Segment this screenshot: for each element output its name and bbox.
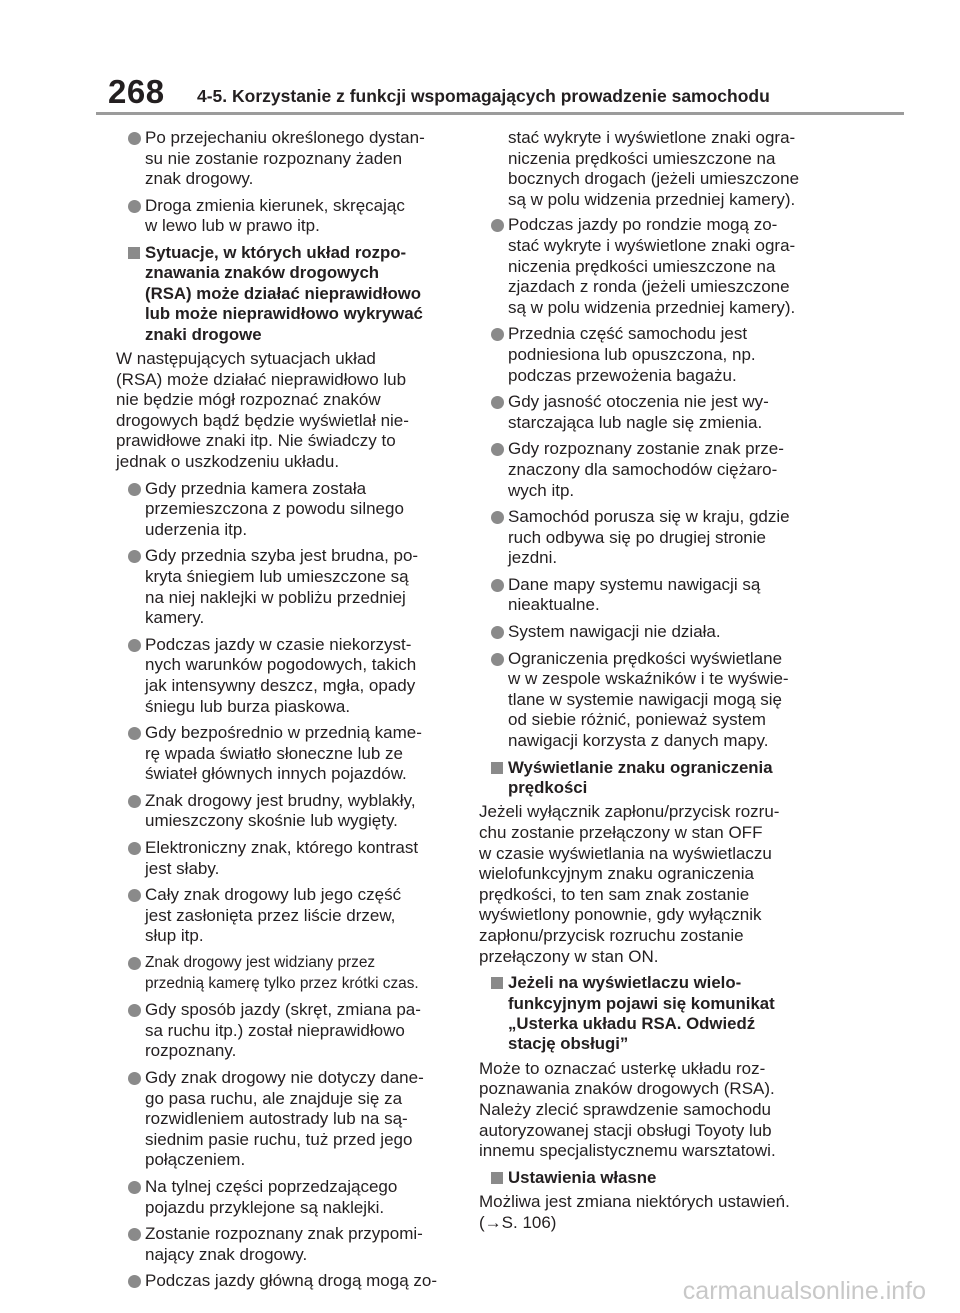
list-item: [116, 128, 461, 190]
bullet-dot-icon: [128, 727, 141, 740]
heading-text: Wyświetlanie znaku ograniczenia prędkości: [508, 757, 773, 798]
list-item: [479, 622, 824, 643]
heading-text: Sytuacje, w których układ rozpo- znawania znaków drogowych (RSA) może działać nieprawidłowo lub może nieprawidłowo wykrywać znaki drogowe: [145, 242, 423, 344]
watermark: carmanualsonline.info: [682, 1277, 926, 1305]
page-header: [0, 0, 960, 130]
bullet-dot-icon: [128, 889, 141, 902]
bullet-dot-icon: [128, 639, 141, 652]
bullet-dot-icon: [128, 1275, 141, 1288]
list-item: [116, 723, 461, 785]
bullet-dot-icon: [491, 626, 504, 639]
item-text: Gdy bezpośrednio w przednią kame- rę wpada światło słoneczne lub ze świateł głównych innych pojazdów.: [145, 723, 422, 784]
item-text: Przednia część samochodu jest podniesiona lub opuszczona, np. podczas przewożenia bagażu.: [508, 324, 756, 385]
item-text: Gdy przednia kamera została przemieszczona z powodu silnego uderzenia itp.: [145, 478, 404, 539]
bullet-square-icon: [491, 762, 503, 774]
bullet-dot-icon: [128, 132, 141, 145]
bullet-square-icon: [128, 247, 140, 259]
bullet-dot-icon: [128, 795, 141, 808]
item-text: Podczas jazdy po rondzie mogą zo- stać wykryte i wyświetlone znaki ogra- niczenia prędkości umieszczone na zjazdach z ronda (jeżeli umieszczone są w polu widzenia przedniej kamery).: [508, 215, 796, 317]
list-item: [479, 392, 824, 433]
heading-text: Jeżeli na wyświetlaczu wielo- funkcyjnym pojawi się komunikat „Usterka układu RSA. Odwiedź stację obsługi”: [508, 973, 775, 1054]
list-item: [116, 1271, 461, 1292]
list-item: [479, 215, 824, 318]
paragraph: Jeżeli wyłącznik zapłonu/przycisk rozru- chu zostanie przełączony w stan OFF w czasie wyświetlania na wyświetlaczu wielofunkcyjnym znaku ograniczenia prędkości, to ten sam znak zostanie wyświetlony ponownie, gdy wyłącznik zapłonu/przycisk rozruchu zostanie przełączony w stan ON.: [479, 802, 780, 966]
left-column: [116, 128, 461, 1298]
list-item: [479, 439, 824, 501]
item-text: Gdy znak drogowy nie dotyczy dane- go pasa ruchu, ale znajduje się za rozwidleniem autostrady lub na są- siednim pasie ruchu, tuż przed jego połączeniem.: [145, 1068, 424, 1170]
list-item: [116, 635, 461, 717]
item-text: Podczas jazdy w czasie niekorzyst- nych warunków pogodowych, takich jak intensywny deszcz, mgła, opady śniegu lub burza piaskowa.: [145, 634, 417, 716]
item-text: Ograniczenia prędkości wyświetlane w w zespole wskaźników i te wyświe- tlane w systemie nawigacji mogą się od siebie różnić, ponieważ system nawigacji korzysta z danych mapy.: [508, 648, 789, 751]
subsection-heading: [116, 243, 461, 345]
list-item: [116, 885, 461, 947]
list-item: [116, 479, 461, 541]
item-text: Gdy jasność otoczenia nie jest wy- starczająca lub nagle się zmienia.: [508, 392, 769, 432]
paragraph: W następujących sytuacjach układ (RSA) może działać nieprawidłowo lub nie będzie mógł rozpoznać znaków drogowych bądź będzie wyświetlał nie- prawidłowe znaki itp. Nie świadczy to jednak o uszkodzeniu układu.: [116, 349, 409, 471]
paragraph: Możliwa jest zmiana niektórych ustawień. (→S. 106): [479, 1192, 790, 1232]
item-text: Gdy przednia szyba jest brudna, po- kryta śniegiem lub umieszczone są na niej naklejki w pobliżu przedniej kamery.: [145, 546, 419, 628]
item-text: Gdy rozpoznany zostanie znak prze- znaczony dla samochodów ciężaro- wych itp.: [508, 439, 784, 500]
item-text: Podczas jazdy główną drogą mogą zo-: [145, 1271, 437, 1291]
list-item: [116, 546, 461, 628]
item-text: stać wykryte i wyświetlone znaki ogra- niczenia prędkości umieszczone na bocznych drogach (jeżeli umieszczone są w polu widzenia przedniej kamery).: [508, 128, 800, 209]
item-text: Znak drogowy jest widziany przez przednią kamerę tylko przez krótki czas.: [145, 954, 419, 992]
list-item: [116, 196, 461, 237]
bullet-dot-icon: [128, 957, 141, 970]
bullet-dot-icon: [128, 1228, 141, 1241]
item-text: Zostanie rozpoznany znak przypomi- nający znak drogowy.: [145, 1224, 423, 1264]
bullet-dot-icon: [128, 1072, 141, 1085]
list-item: [116, 1224, 461, 1265]
list-item: [116, 1177, 461, 1218]
list-item: [116, 1068, 461, 1171]
item-text: Po przejechaniu określonego dystan- su nie zostanie rozpoznany żaden znak drogowy.: [145, 128, 425, 189]
paragraph: Może to oznaczać usterkę układu roz- poznawania znaków drogowych (RSA). Należy zlecić sprawdzenie samochodu autoryzowanej stacji obsługi Toyoty lub innemu specjalistycznemu warsztatowi.: [479, 1058, 776, 1161]
bullet-dot-icon: [491, 328, 504, 341]
bullet-dot-icon: [128, 483, 141, 496]
bullet-dot-icon: [128, 1181, 141, 1194]
item-text: Cały znak drogowy lub jego część jest zasłonięta przez liście drzew, słup itp.: [145, 885, 402, 946]
bullet-dot-icon: [491, 443, 504, 456]
list-item: [479, 575, 824, 616]
bullet-dot-icon: [128, 550, 141, 563]
item-text: System nawigacji nie działa.: [508, 622, 721, 642]
item-text: Samochód porusza się w kraju, gdzie ruch odbywa się po drugiej stronie jezdni.: [508, 507, 790, 568]
list-item: [116, 1000, 461, 1062]
bullet-dot-icon: [491, 653, 504, 666]
bullet-square-icon: [491, 1172, 503, 1184]
list-item: [116, 953, 461, 994]
item-text: Na tylnej części poprzedzającego pojazdu przyklejone są naklejki.: [145, 1176, 398, 1217]
page-number: 268: [108, 73, 165, 110]
heading-text: Ustawienia własne: [508, 1167, 657, 1187]
item-text: Znak drogowy jest brudny, wyblakły, umieszczony skośnie lub wygięty.: [145, 790, 416, 831]
bullet-dot-icon: [128, 842, 141, 855]
list-item: [479, 649, 824, 752]
bullet-dot-icon: [128, 200, 141, 213]
bullet-dot-icon: [491, 579, 504, 592]
right-column: [479, 128, 824, 1239]
bullet-dot-icon: [491, 219, 504, 232]
subsection-heading: [479, 1168, 824, 1188]
subsection-heading: [479, 758, 824, 799]
subsection-heading: [479, 973, 824, 1055]
bullet-square-icon: [491, 977, 503, 989]
list-item: [116, 791, 461, 832]
bullet-dot-icon: [128, 1004, 141, 1017]
section-title: 4-5. Korzystanie z funkcji wspomagających prowadzenie samochodu: [197, 86, 770, 106]
list-item: [116, 838, 461, 879]
item-text: Dane mapy systemu nawigacji są nieaktualne.: [508, 574, 761, 615]
bullet-dot-icon: [491, 511, 504, 524]
list-item-continuation: [479, 128, 824, 210]
item-text: Elektroniczny znak, którego kontrast jest słaby.: [145, 838, 419, 878]
item-text: Gdy sposób jazdy (skręt, zmiana pa- sa ruchu itp.) został nieprawidłowo rozpoznany.: [145, 1000, 421, 1061]
item-text: Droga zmienia kierunek, skręcając w lewo lub w prawo itp.: [145, 195, 405, 236]
header-divider: [96, 112, 904, 115]
list-item: [479, 324, 824, 386]
bullet-dot-icon: [491, 396, 504, 409]
list-item: [479, 507, 824, 569]
